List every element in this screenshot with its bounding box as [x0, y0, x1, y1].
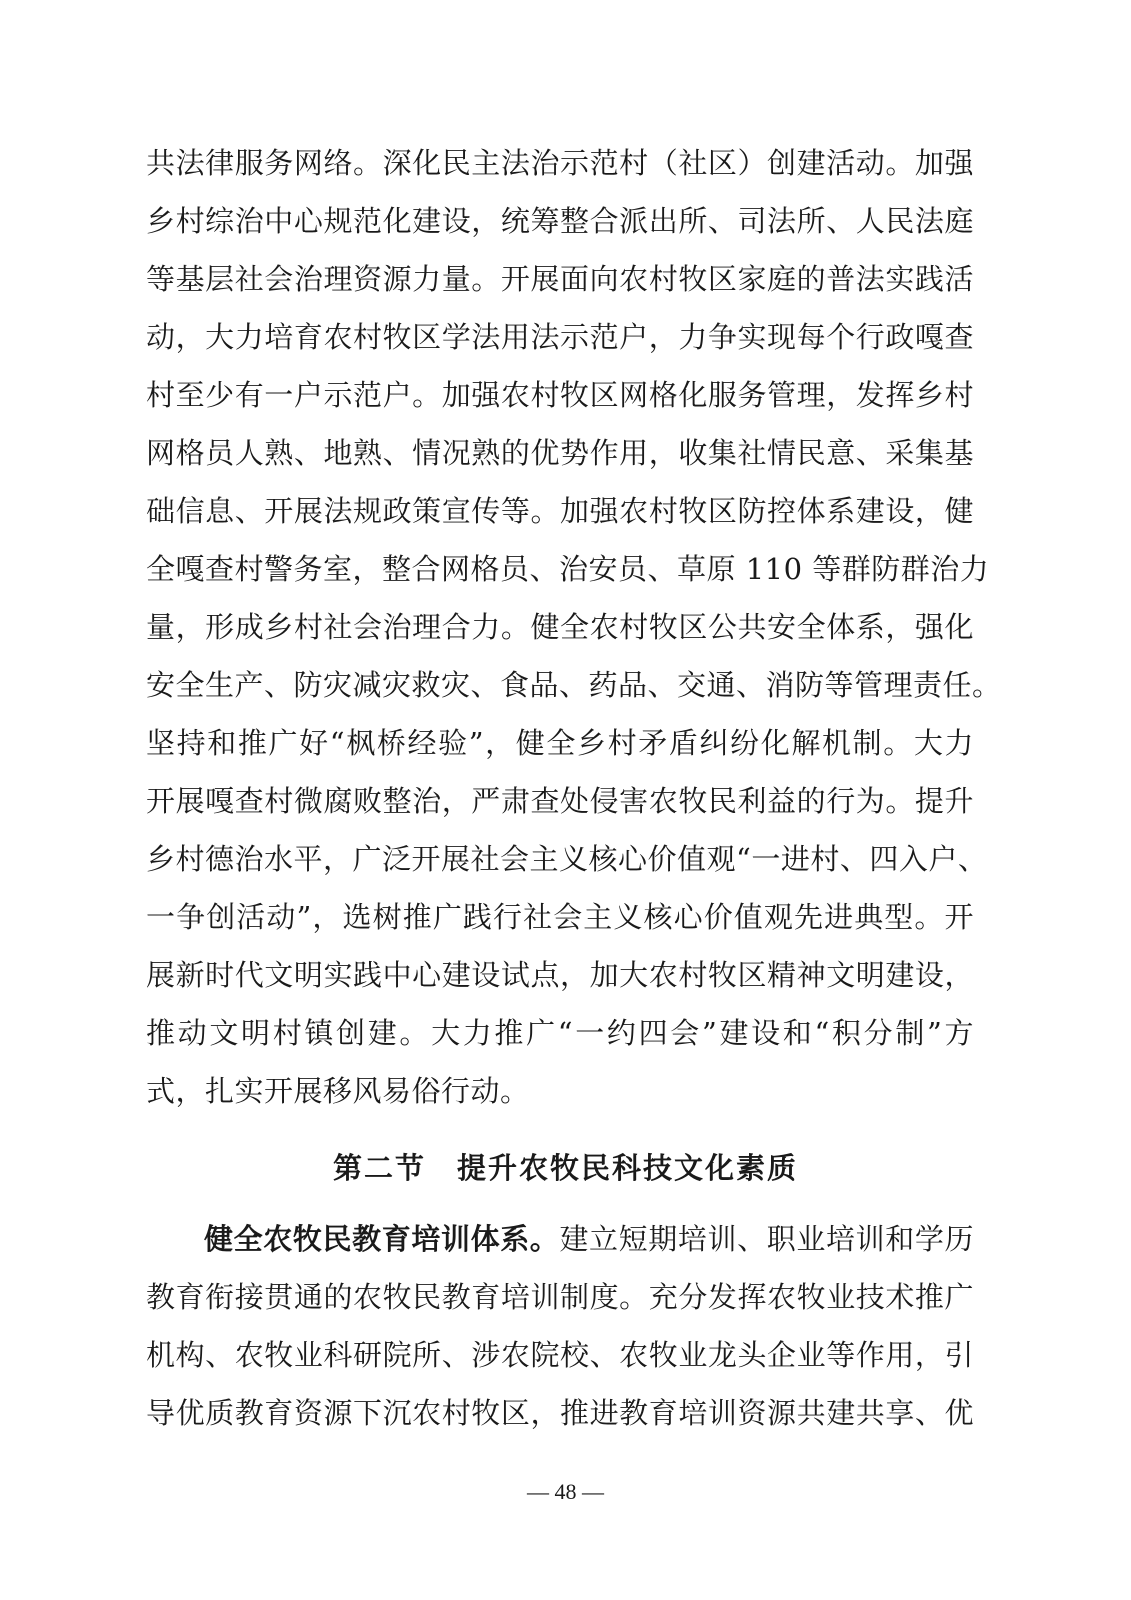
text-line [204, 1219, 974, 1259]
text-line: 全嘎查村警务室，整合网格员、治安员、草原 110 等群防群治力 [146, 552, 990, 586]
text-line: 机构、农牧业科研院所、涉农院校、农牧业龙头企业等作用，引 [146, 1338, 974, 1372]
text-line: 导优质教育资源下沉农村牧区，推进教育培训资源共建共享、优 [146, 1396, 974, 1430]
text-line: 教育衔接贯通的农牧民教育培训制度。充分发挥农牧业技术推广 [146, 1280, 974, 1314]
text-line: 展新时代文明实践中心建设试点，加大农村牧区精神文明建设， [146, 958, 974, 992]
text-line: 等基层社会治理资源力量。开展面向农村牧区家庭的普法实践活 [146, 262, 974, 296]
text-line: 乡村德治水平，广泛开展社会主义核心价值观“一进村、四入户、 [146, 842, 988, 876]
text-line: 村至少有一户示范户。加强农村牧区网格化服务管理，发挥乡村 [146, 378, 974, 412]
text-line: 共法律服务网络。深化民主法治示范村（社区）创建活动。加强 [146, 146, 974, 180]
paragraph-lead: 健全农牧民教育培训体系。 [204, 1222, 560, 1256]
text-line: 础信息、开展法规政策宣传等。加强农村牧区防控体系建设，健 [146, 494, 974, 528]
text-line: 量，形成乡村社会治理合力。健全农村牧区公共安全体系，强化 [146, 610, 974, 644]
page-number: — 48 — [527, 1479, 604, 1504]
section-heading: 第二节 提升农牧民科技文化素质 [332, 1151, 798, 1185]
text-line: 安全生产、防灾减灾救灾、食品、药品、交通、消防等管理责任。 [146, 668, 1002, 702]
text-line: 坚持和推广好“枫桥经验”，健全乡村矛盾纠纷化解机制。大力 [146, 726, 974, 760]
text-line: 推动文明村镇创建。大力推广“一约四会”建设和“积分制”方 [146, 1016, 974, 1050]
paragraph-text: 建立短期培训、职业培训和学历 [559, 1222, 974, 1256]
text-line: 乡村综治中心规范化建设，统筹整合派出所、司法所、人民法庭 [146, 204, 974, 238]
text-line: 一争创活动”，选树推广践行社会主义核心价值观先进典型。开 [146, 900, 974, 934]
text-line: 动，大力培育农村牧区学法用法示范户，力争实现每个行政嘎查 [146, 320, 974, 354]
text-line: 式，扎实开展移风易俗行动。 [146, 1074, 530, 1108]
text-line: 网格员人熟、地熟、情况熟的优势作用，收集社情民意、采集基 [146, 436, 974, 470]
text-line: 开展嘎查村微腐败整治，严肃查处侵害农牧民利益的行为。提升 [146, 784, 974, 818]
